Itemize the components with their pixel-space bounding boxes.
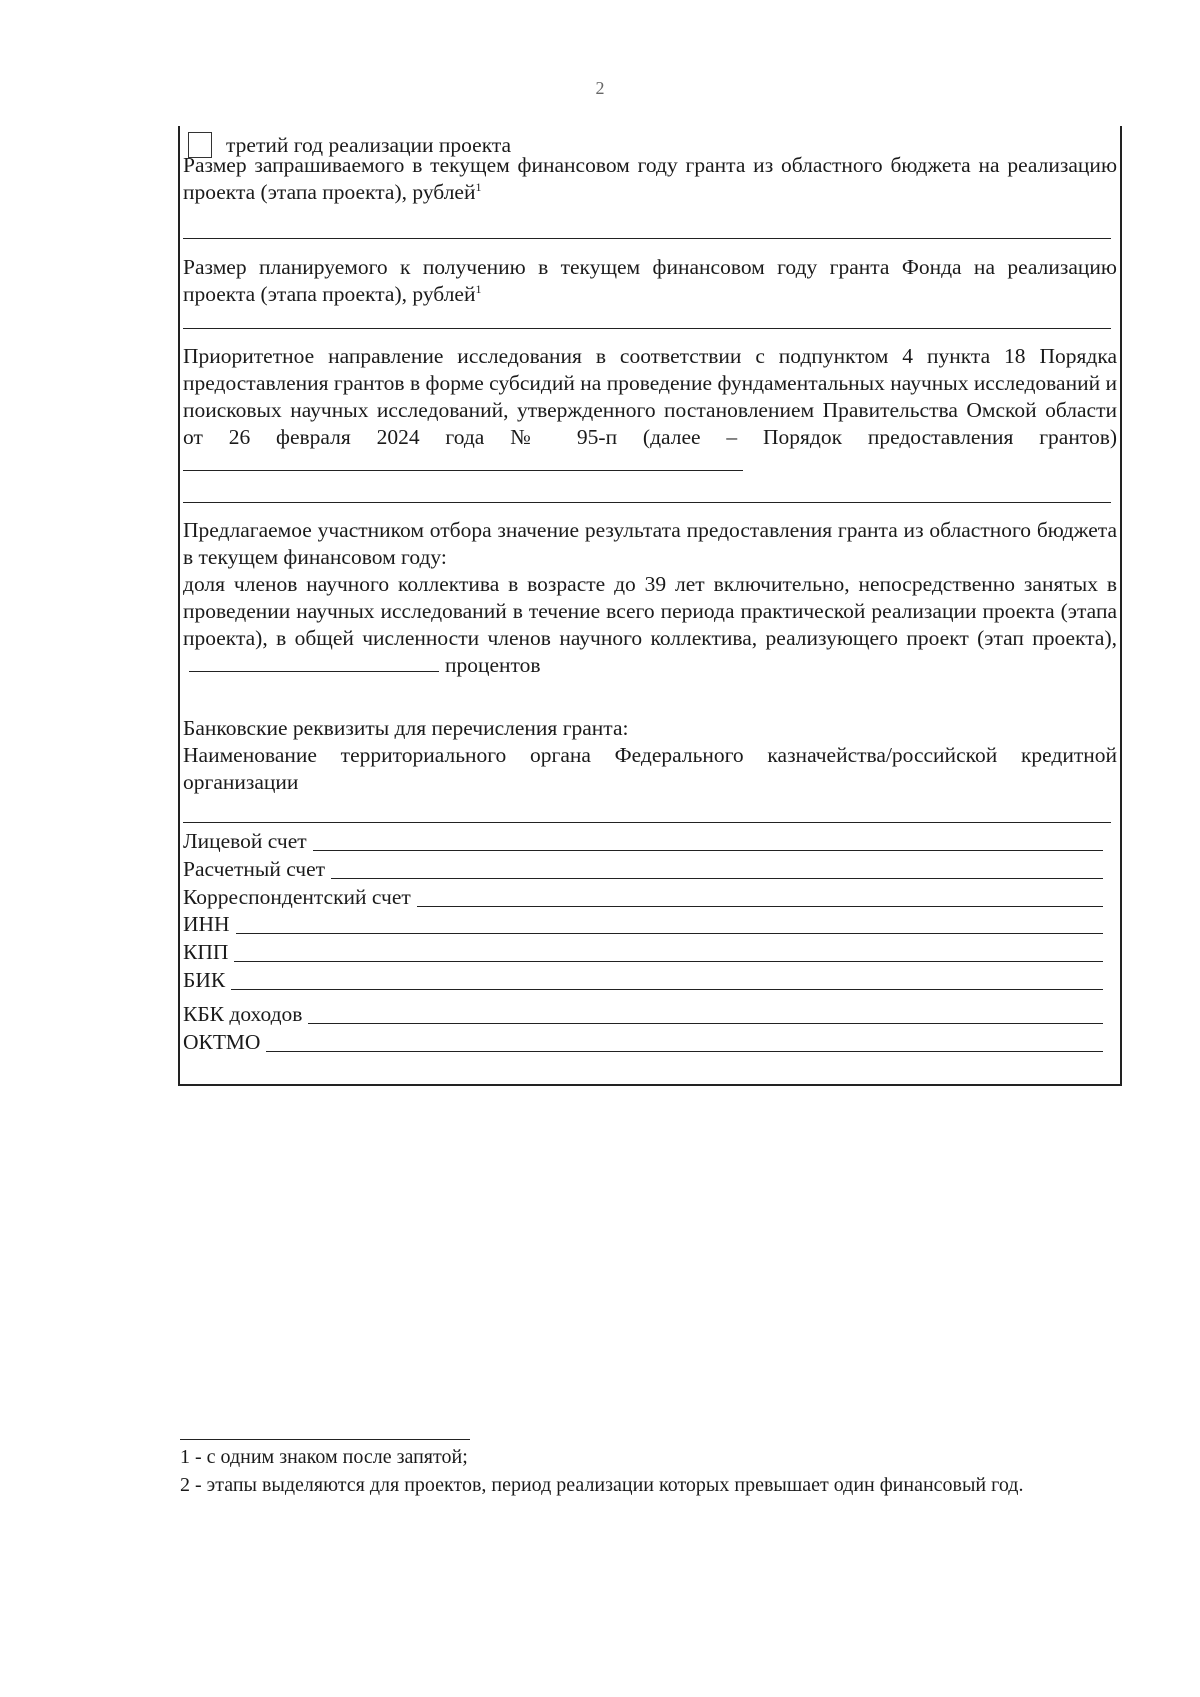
checkbox-label: третий год реализации проекта xyxy=(226,132,512,157)
bank-field-label: ИНН xyxy=(183,912,230,936)
bank-field-row[interactable] xyxy=(183,855,1103,883)
bank-field-row[interactable] xyxy=(183,1000,1103,1028)
bank-field-line[interactable] xyxy=(236,932,1103,934)
bank-field-line[interactable] xyxy=(266,1050,1103,1052)
bank-org-field[interactable] xyxy=(183,822,1111,823)
bank-field-row[interactable] xyxy=(183,910,1103,938)
bank-field-label: КБК доходов xyxy=(183,1002,303,1026)
priority-direction-field-2[interactable] xyxy=(183,502,1111,503)
bank-title: Банковские реквизиты для перечисления гранта: xyxy=(183,716,629,740)
bank-field-label: Корреспондентский счет xyxy=(183,885,411,909)
bank-org-name: Наименование территориального органа Федерального казначейства/российской кредитной организации xyxy=(183,743,1117,794)
bank-field-line[interactable] xyxy=(308,1022,1103,1024)
bank-field-row[interactable] xyxy=(183,827,1103,855)
priority-direction-text: Приоритетное направление исследования в соответствии с подпунктом 4 пункта 18 Порядка предоставления грантов в форме субсидий на проведение фундаментальных научных исследований и поисковых научных исследований, утвержденного постановлением Правительства Омской области от 26 февраля 2024 года № 95-п (далее – Порядок предоставления грантов) xyxy=(183,343,1117,478)
bank-field-row[interactable] xyxy=(183,883,1103,911)
page-number: 2 xyxy=(595,78,605,98)
oblast-grant-field[interactable] xyxy=(183,238,1111,239)
bank-field-row[interactable] xyxy=(183,938,1103,966)
fund-grant-text: Размер планируемого к получению в текущем финансовом году гранта Фонда на реализацию проекта (этапа проекта), рублей$^1$ xyxy=(183,255,1117,306)
result-intro-text: Предлагаемое участником отбора значение результата предоставления гранта из областного бюджета в текущем финансовом году: xyxy=(183,518,1117,569)
bank-field-row[interactable] xyxy=(183,966,1103,994)
priority-direction-field[interactable] xyxy=(183,469,743,471)
footnote-separator xyxy=(180,1439,470,1440)
footnote-1: 1 - с одним знаком после запятой; xyxy=(180,1446,468,1468)
bank-field-label: Лицевой счет xyxy=(183,829,307,853)
bank-field-line[interactable] xyxy=(331,877,1103,879)
bank-field-label: КПП xyxy=(183,940,229,964)
footnote-2: 2 - этапы выделяются для проектов, период реализации которых превышает один финансовый год. xyxy=(180,1474,1024,1496)
bank-field-line[interactable] xyxy=(234,960,1103,962)
result-body-text: доля членов научного коллектива в возрасте до 39 лет включительно, непосредственно занятых в проведении научных исследований в течение всего периода практической реализации проекта (этапа проекта), в общей численности членов научного коллектива, реализующего проект (этап проекта),процентов xyxy=(183,572,1117,677)
bank-field-line[interactable] xyxy=(417,905,1103,907)
oblast-grant-text: Размер запрашиваемого в текущем финансовом году гранта из областного бюджета на реализацию проекта (этапа проекта), рублей$^1$ xyxy=(183,153,1117,204)
bank-field-label: БИК xyxy=(183,968,226,992)
percent-field[interactable] xyxy=(189,670,439,672)
fund-grant-field[interactable] xyxy=(183,328,1111,329)
bank-field-line[interactable] xyxy=(313,849,1103,851)
bank-field-label: Расчетный счет xyxy=(183,857,326,881)
bank-field-label: ОКТМО xyxy=(183,1030,261,1054)
bank-field-row[interactable] xyxy=(183,1028,1103,1056)
bank-field-line[interactable] xyxy=(231,988,1103,990)
